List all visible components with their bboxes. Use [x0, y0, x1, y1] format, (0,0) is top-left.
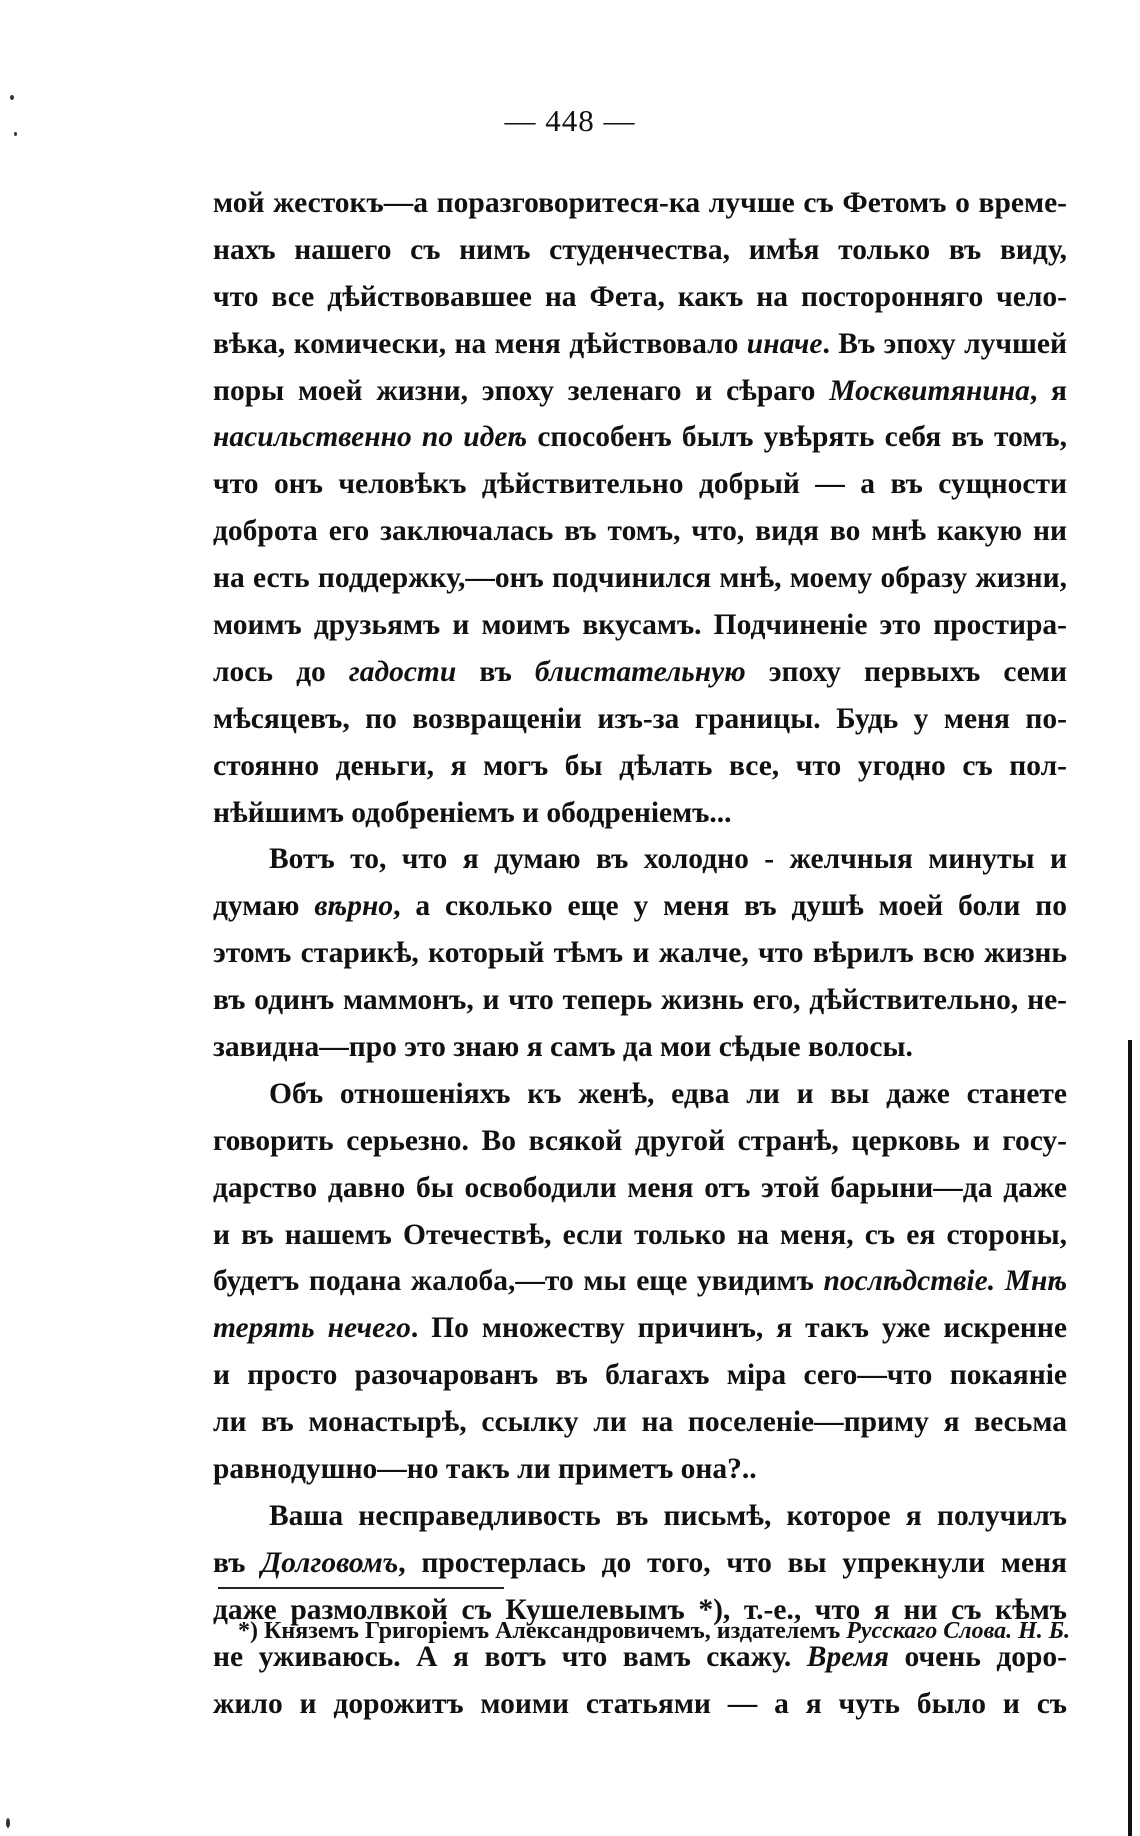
text-line: мѣсяцевъ, по возвращеніи изъ-за границы. Будь у меня по-	[213, 702, 1067, 735]
text-line: и просто разочарованъ въ благахъ міра сего—что покаяніе	[213, 1359, 1067, 1392]
italic-word: иначе	[746, 327, 823, 360]
text-line: ли въ монастырѣ, ссылку ли на поселеніе—приму я весьма	[213, 1406, 1067, 1439]
scan-edge-mark	[1128, 1040, 1132, 1836]
text-line: думаю вѣрно, а сколько еще у меня въ душѣ моей боли по	[213, 890, 1067, 923]
text-line: не уживаюсь. А я вотъ что вамъ скажу. Время очень доро-	[213, 1640, 1067, 1673]
text-line: лось до гадости въ блистательную эпоху первыхъ семи	[213, 655, 1067, 688]
italic-word: терять нечего	[213, 1312, 411, 1345]
text-line: даже размолвкой съ Кушелевымъ *), т.-е., что я ни съ кѣмъ	[213, 1593, 1067, 1626]
text-line: дарство давно бы освободили меня отъ этой барыни—да даже	[213, 1171, 1067, 1204]
text-line: насильственно по идеѣ способенъ былъ увѣрять себя въ томъ,	[213, 421, 1067, 454]
footnote-italic: Русскаго Слова. Н. Б.	[846, 1618, 1071, 1644]
footnote-divider	[218, 1587, 504, 1589]
text-line: нахъ нашего съ нимъ студенчества, имѣя только въ виду,	[213, 233, 1067, 266]
text-line: нѣйшимъ одобреніемъ и ободреніемъ...	[213, 796, 732, 829]
scan-speck	[6, 1818, 10, 1828]
italic-word: блистательную	[534, 655, 746, 688]
text-line: говорить серьезно. Во всякой другой странѣ, церковь и госу-	[213, 1124, 1067, 1157]
text-line: мой жестокъ—а поразговоритеся-ка лучше съ Фетомъ о време-	[213, 187, 1067, 219]
text-line: что все дѣйствовавшее на Фета, какъ на посторонняго чело-	[213, 280, 1067, 313]
text-line: и въ нашемъ Отечествѣ, если только на меня, съ ея стороны,	[213, 1218, 1067, 1251]
italic-word: вѣрно	[314, 890, 394, 923]
italic-word: гадости	[348, 655, 457, 688]
scan-speck	[10, 95, 14, 100]
text-line: въ одинъ маммонъ, и что теперь жизнь его, дѣйствительно, не-	[213, 984, 1067, 1017]
text-line: терять нечего. По множеству причинъ, я такъ уже искренне	[213, 1312, 1068, 1345]
text-line: будетъ подана жалоба,—то мы еще увидимъ послѣдствіе. Мнѣ	[213, 1265, 1068, 1298]
text-line: Вотъ то, что я думаю въ холодно - желчныя минуты и	[269, 843, 1067, 876]
text-line: поры моей жизни, эпоху зеленаго и сѣраго Москвитянина, я	[213, 374, 1068, 407]
body-text	[213, 180, 1067, 1727]
text-line: вѣка, комически, на меня дѣйствовало иначе. Въ эпоху лучшей	[213, 327, 1067, 360]
text-line: доброта его заключалась въ томъ, что, видя во мнѣ какую ни	[213, 515, 1067, 548]
italic-word: насильственно по идеѣ	[213, 421, 528, 454]
text-line: равнодушно—но такъ ли приметъ она?..	[213, 1453, 757, 1486]
text-line: Объ отношеніяхъ къ женѣ, едва ли и вы даже станете	[269, 1077, 1067, 1110]
text-line: этомъ старикѣ, который тѣмъ и жалче, что вѣрилъ всю жизнь	[213, 937, 1067, 970]
italic-word: Время	[806, 1640, 889, 1673]
text-line: Ваша несправедливость въ письмѣ, которое я получилъ	[269, 1499, 1067, 1532]
text-line: завидна—про это знаю я самъ да мои сѣдые волосы.	[213, 1031, 913, 1064]
text-line: моимъ друзьямъ и моимъ вкусамъ. Подчиненіе это простира-	[213, 609, 1067, 642]
text-line: что онъ человѣкъ дѣйствительно добрый — а въ сущности	[213, 468, 1067, 501]
italic-word: Долговомъ	[261, 1546, 399, 1579]
scan-speck	[14, 132, 17, 136]
text-line: въ Долговомъ, простерлась до того, что вы упрекнули меня	[213, 1546, 1067, 1579]
text-line: на есть поддержку,—онъ подчинился мнѣ, моему образу жизни,	[213, 562, 1067, 595]
italic-word: Москвитянина	[829, 374, 1030, 407]
page-number: — 448 —	[504, 103, 636, 138]
italic-word: послѣдствіе. Мнѣ	[823, 1265, 1068, 1298]
text-line: жило и дорожитъ моими статьями — а я чуть было и съ	[213, 1687, 1067, 1720]
text-line: стоянно деньги, я могъ бы дѣлать все, что угодно съ пол-	[213, 749, 1067, 782]
footnote	[238, 1618, 1071, 1645]
footnote-text: *) Княземъ Григоріемъ Александровичемъ, издателемъ	[238, 1618, 847, 1644]
